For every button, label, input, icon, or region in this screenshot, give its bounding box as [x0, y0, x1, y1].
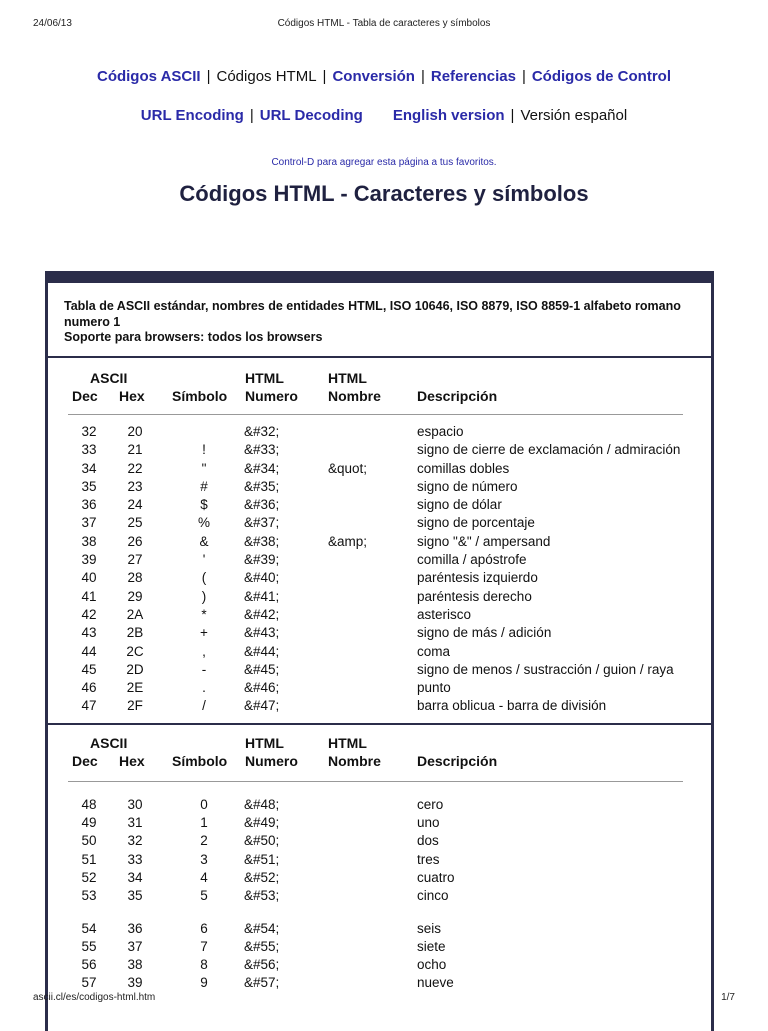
description-cell: comilla / apóstrofe — [417, 552, 527, 568]
hex-cell: 30 — [127, 796, 143, 812]
rows — [48, 418, 711, 723]
description-cell: seis — [417, 920, 442, 936]
table-row — [48, 797, 711, 815]
symbol-cell: / — [202, 698, 206, 714]
description-cell: signo de cierre de exclamación / admiración — [417, 442, 681, 458]
dec-cell: 34 — [81, 460, 97, 476]
table-row — [48, 589, 711, 607]
html-number-cell: &#47; — [244, 698, 280, 714]
header-divider — [68, 781, 683, 782]
html-number-cell: &#41; — [244, 588, 280, 604]
html-number-cell: &#40; — [244, 570, 280, 586]
table-row — [48, 461, 711, 479]
hex-cell: 33 — [127, 851, 143, 867]
secondary-nav — [0, 107, 768, 124]
header-dec: Dec — [72, 752, 98, 769]
hex-cell: 2D — [126, 661, 144, 677]
hex-cell: 34 — [127, 869, 143, 885]
description-cell: signo de más / adición — [417, 625, 552, 641]
table-row — [48, 662, 711, 680]
hex-cell: 36 — [127, 920, 143, 936]
favorites-hint: Control-D para agregar esta página a tus favoritos. — [271, 157, 497, 168]
main-nav — [0, 68, 768, 85]
dec-cell: 44 — [81, 643, 97, 659]
nav-link-conversion[interactable]: Conversión — [332, 68, 415, 85]
dec-cell: 54 — [81, 920, 97, 936]
symbol-cell: ( — [201, 570, 207, 586]
hex-cell: 32 — [127, 833, 143, 849]
print-page-count: 1/7 — [721, 992, 735, 1003]
nav-link-codigos-de-control[interactable]: Códigos de Control — [531, 68, 671, 85]
header-ascii: ASCII — [90, 370, 128, 386]
description-cell: barra oblicua - barra de división — [417, 698, 607, 714]
description-cell: espacio — [417, 424, 464, 439]
header-hex: Hex — [119, 388, 145, 404]
html-number-cell: &#38; — [244, 533, 280, 549]
html-number-cell: &#42; — [244, 606, 280, 622]
hex-cell: 27 — [127, 552, 143, 568]
hex-cell: 20 — [127, 424, 143, 439]
table-block — [48, 358, 711, 723]
hex-cell: 24 — [127, 497, 143, 513]
html-number-cell: &#36; — [244, 497, 280, 513]
table-row — [48, 552, 711, 570]
description-cell: coma — [417, 643, 451, 659]
description-cell: signo de porcentaje — [417, 515, 535, 531]
dec-cell: 51 — [81, 851, 97, 867]
symbol-cell: 4 — [200, 869, 208, 885]
html-number-cell: &#39; — [244, 552, 280, 568]
description-cell: paréntesis izquierdo — [417, 570, 538, 586]
nav-separator: | — [322, 68, 327, 85]
rows — [48, 785, 711, 994]
description-cell: uno — [417, 815, 440, 831]
symbol-cell: 0 — [200, 796, 208, 812]
header-nombre: Nombre — [328, 388, 381, 404]
header-dec: Dec — [72, 388, 98, 404]
hex-cell: 2B — [126, 625, 144, 641]
symbol-cell: * — [201, 606, 207, 622]
hex-cell: 2A — [126, 606, 144, 622]
hex-cell: 21 — [127, 442, 143, 458]
nav-separator: | — [521, 68, 526, 85]
dec-cell: 42 — [81, 606, 97, 622]
description-cell: signo de dólar — [417, 497, 502, 513]
nav-link-referencias[interactable]: Referencias — [430, 68, 516, 85]
symbol-cell: + — [200, 625, 208, 641]
header-hex: Hex — [119, 752, 145, 769]
header-html-1: HTML — [245, 734, 284, 751]
html-number-cell: &#32; — [244, 424, 280, 439]
symbol-cell: , — [202, 643, 206, 659]
symbol-cell: 8 — [200, 957, 208, 973]
dec-cell: 50 — [81, 833, 97, 849]
html-number-cell: &#54; — [244, 920, 280, 936]
print-url: ascii.cl/es/codigos-html.htm — [33, 992, 156, 1003]
description-cell: ocho — [417, 957, 447, 973]
header-nombre: Nombre — [328, 752, 381, 769]
description-cell: signo de menos / sustracción / guion / raya — [417, 661, 674, 677]
nav-link-codigos-ascii[interactable]: Códigos ASCII — [96, 68, 201, 85]
html-number-cell: &#48; — [244, 796, 280, 812]
description-cell: cuatro — [417, 869, 455, 885]
table-row — [48, 534, 711, 552]
dec-cell: 49 — [81, 815, 97, 831]
description-cell: signo de número — [417, 478, 518, 494]
dec-cell: 35 — [81, 478, 97, 494]
dec-cell: 52 — [81, 869, 97, 885]
characters-table — [45, 271, 714, 1031]
dec-cell: 46 — [81, 680, 97, 696]
table-row — [48, 939, 711, 957]
description-cell: signo "&" / ampersand — [417, 533, 551, 549]
header-divider — [68, 414, 683, 415]
symbol-cell: 9 — [200, 975, 208, 991]
header-html-2: HTML — [328, 734, 367, 751]
dec-cell: 36 — [81, 497, 97, 513]
html-number-cell: &#51; — [244, 851, 280, 867]
table-row — [48, 870, 711, 888]
print-doc-title: Códigos HTML - Tabla de caracteres y símbolos — [277, 18, 491, 29]
description-cell: cero — [417, 796, 444, 812]
table-info-browser-support: Soporte para browsers: todos los browsers — [64, 330, 323, 344]
nav-separator: | — [206, 68, 211, 85]
html-number-cell: &#56; — [244, 957, 280, 973]
header-simbolo: Símbolo — [172, 752, 228, 769]
html-number-cell: &#43; — [244, 625, 280, 641]
symbol-cell: ' — [202, 552, 206, 568]
hex-cell: 39 — [127, 975, 143, 991]
hex-cell: 31 — [127, 815, 143, 831]
description-cell: cinco — [417, 888, 449, 904]
symbol-cell: . — [202, 680, 206, 696]
html-number-cell: &#35; — [244, 478, 280, 494]
nav-separator: | — [510, 107, 515, 124]
description-cell: comillas dobles — [417, 460, 510, 476]
dec-cell: 43 — [81, 625, 97, 641]
html-number-cell: &#34; — [244, 460, 280, 476]
header-html-1: HTML — [245, 370, 284, 386]
dec-cell: 57 — [81, 975, 97, 991]
html-number-cell: &#33; — [244, 442, 280, 458]
hex-cell: 23 — [127, 478, 143, 494]
nav-separator: | — [249, 107, 254, 124]
hex-cell: 38 — [127, 957, 143, 973]
hex-cell: 26 — [127, 533, 143, 549]
symbol-cell: 2 — [200, 833, 208, 849]
header-simbolo: Símbolo — [172, 388, 228, 404]
table-row — [48, 888, 711, 906]
html-number-cell: &#46; — [244, 680, 280, 696]
html-number-cell: &#44; — [244, 643, 280, 659]
symbol-cell: & — [199, 533, 209, 549]
html-number-cell: &#55; — [244, 938, 280, 954]
table-row — [48, 815, 711, 833]
description-cell: punto — [417, 680, 451, 696]
dec-cell: 40 — [81, 570, 97, 586]
table-row — [48, 833, 711, 851]
symbol-cell: # — [200, 478, 208, 494]
symbol-cell: 7 — [200, 938, 208, 954]
html-number-cell: &#37; — [244, 515, 280, 531]
html-number-cell: &#57; — [244, 975, 280, 991]
symbol-cell: 3 — [200, 851, 208, 867]
html-name-cell: &amp; — [328, 533, 368, 549]
table-row — [48, 852, 711, 870]
description-cell: siete — [417, 938, 446, 954]
table-row — [48, 625, 711, 643]
dec-cell: 32 — [81, 424, 97, 439]
table-row — [48, 957, 711, 975]
nav-separator: | — [420, 68, 425, 85]
hex-cell: 28 — [127, 570, 143, 586]
page-title: Códigos HTML - Caracteres y símbolos — [179, 181, 589, 206]
header-numero: Numero — [245, 388, 298, 404]
html-name-cell: &quot; — [328, 460, 368, 476]
symbol-cell: ! — [202, 442, 206, 458]
description-cell: tres — [417, 851, 440, 867]
symbol-cell: $ — [200, 497, 208, 513]
table-row — [48, 698, 711, 716]
table-info — [48, 283, 711, 358]
column-headers — [48, 725, 711, 785]
table-row — [48, 644, 711, 662]
symbol-cell: % — [197, 515, 210, 531]
symbol-cell: - — [201, 661, 207, 677]
description-cell: dos — [417, 833, 439, 849]
dec-cell: 55 — [81, 938, 97, 954]
dec-cell: 39 — [81, 552, 97, 568]
table-row — [48, 680, 711, 698]
table-row — [48, 515, 711, 533]
print-date: 24/06/13 — [33, 18, 72, 29]
hex-cell: 37 — [127, 938, 143, 954]
html-number-cell: &#49; — [244, 815, 280, 831]
symbol-cell: ) — [201, 588, 207, 604]
nav-current-codigos-html: Códigos HTML — [216, 68, 317, 85]
hex-cell: 35 — [127, 888, 143, 904]
table-row — [48, 975, 711, 993]
nav-link-url-decoding[interactable]: URL Decoding — [259, 107, 363, 124]
dec-cell: 56 — [81, 957, 97, 973]
symbol-cell: 1 — [200, 815, 208, 831]
html-number-cell: &#53; — [244, 888, 280, 904]
dec-cell: 38 — [81, 533, 97, 549]
table-info-description: Tabla de ASCII estándar, nombres de entidades HTML, ISO 10646, ISO 8879, ISO 8859-1 alfabeto romano numero 1 — [64, 299, 681, 329]
hex-cell: 29 — [127, 588, 143, 604]
symbol-cell: " — [201, 460, 207, 476]
column-headers — [48, 358, 711, 418]
dec-cell: 41 — [81, 588, 97, 604]
description-cell: asterisco — [417, 606, 472, 622]
header-ascii: ASCII — [90, 734, 128, 751]
hex-cell: 2C — [126, 643, 144, 659]
dec-cell: 47 — [81, 698, 97, 714]
table-row — [48, 921, 711, 939]
html-number-cell: &#50; — [244, 833, 280, 849]
html-number-cell: &#45; — [244, 661, 280, 677]
dec-cell: 53 — [81, 888, 97, 904]
table-block — [48, 723, 711, 994]
header-descripcion: Descripción — [417, 388, 498, 404]
dec-cell: 45 — [81, 661, 97, 677]
html-number-cell: &#52; — [244, 869, 280, 885]
header-numero: Numero — [245, 752, 298, 769]
table-row — [48, 607, 711, 625]
hex-cell: 2E — [126, 680, 144, 696]
dec-cell: 37 — [81, 515, 97, 531]
table-row — [48, 479, 711, 497]
header-descripcion: Descripción — [417, 752, 498, 769]
header-html-2: HTML — [328, 370, 367, 386]
nav-current-version-espanol: Versión español — [520, 107, 628, 124]
symbol-cell: 5 — [200, 888, 208, 904]
description-cell: nueve — [417, 975, 454, 991]
dec-cell: 48 — [81, 796, 97, 812]
description-cell: paréntesis derecho — [417, 588, 532, 604]
symbol-cell: 6 — [200, 920, 208, 936]
table-row — [48, 570, 711, 588]
nav-link-english-version[interactable]: English version — [392, 107, 505, 124]
hex-cell: 2F — [127, 698, 143, 714]
table-row — [48, 497, 711, 515]
table-row — [48, 442, 711, 460]
hex-cell: 25 — [127, 515, 143, 531]
dec-cell: 33 — [81, 442, 97, 458]
hex-cell: 22 — [127, 460, 143, 476]
table-row — [48, 424, 711, 442]
nav-link-url-encoding[interactable]: URL Encoding — [140, 107, 244, 124]
